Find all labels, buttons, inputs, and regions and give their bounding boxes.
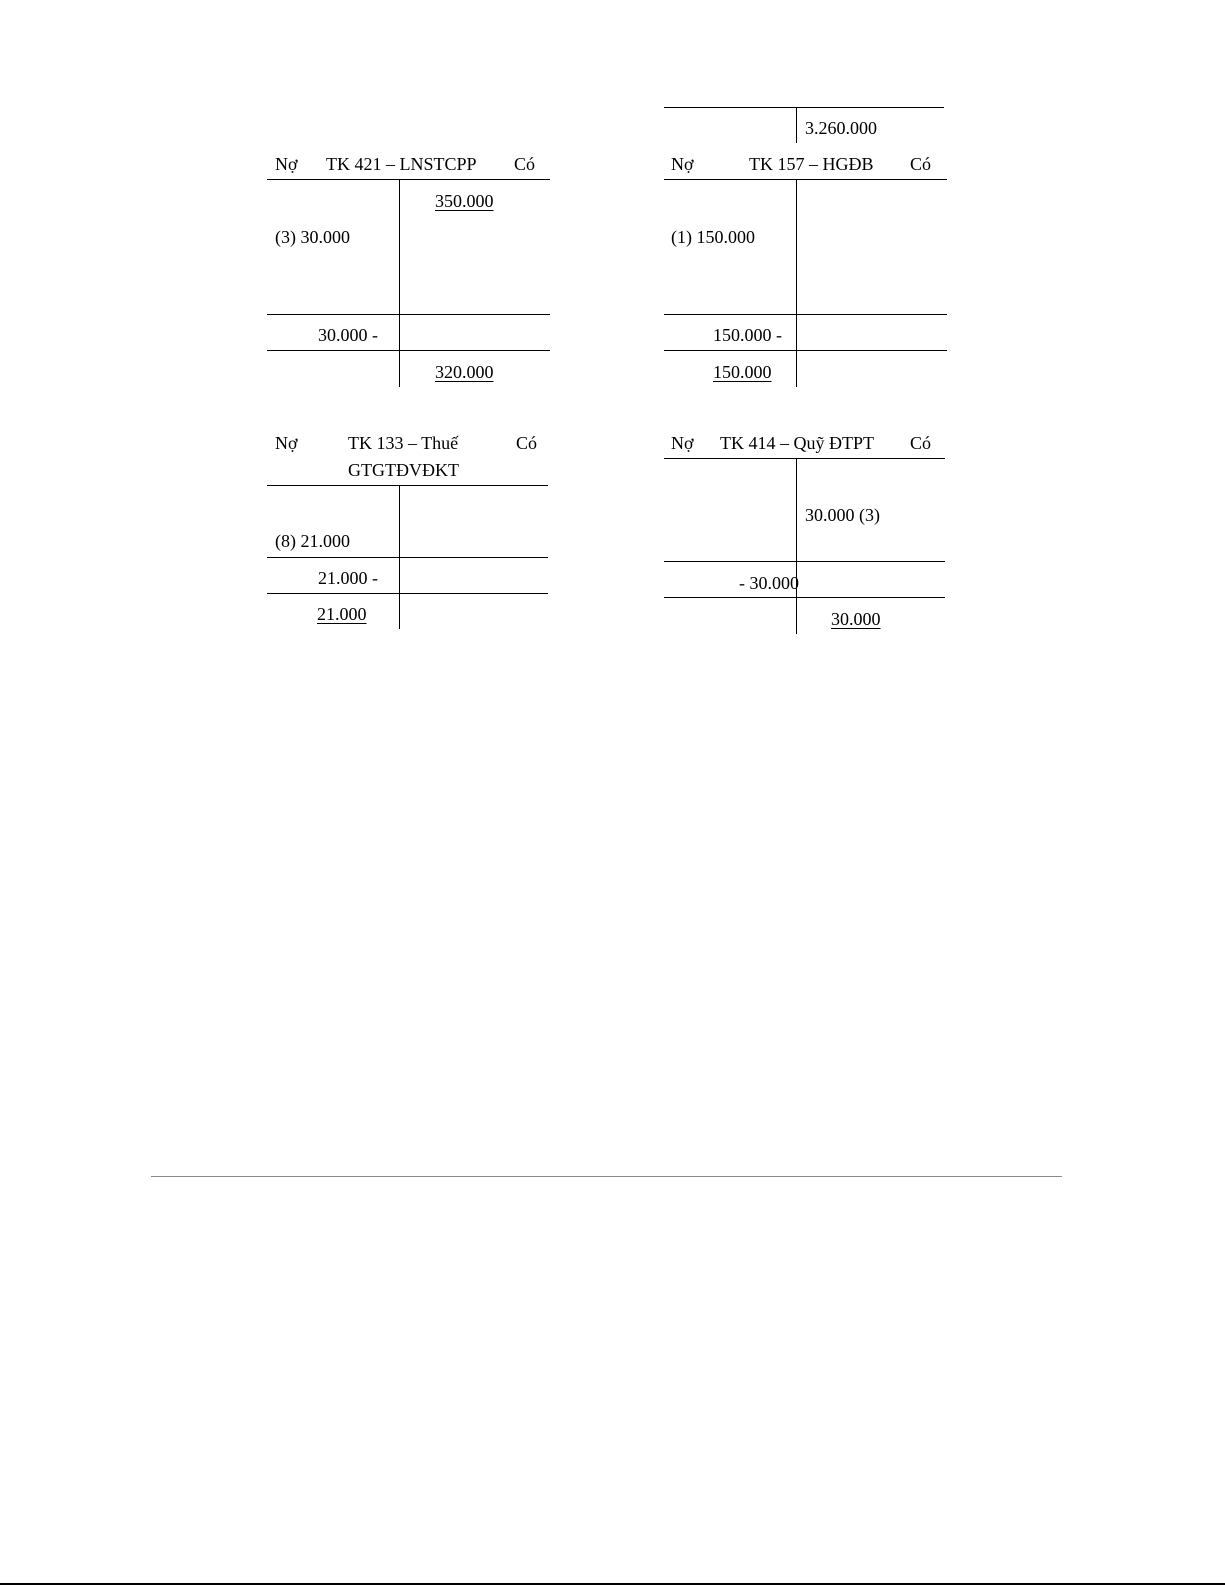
turnover-line [267, 314, 550, 315]
credit-label: Có [516, 433, 538, 453]
turnover-line [267, 557, 548, 558]
balance-line [664, 597, 945, 598]
center-divider [796, 458, 797, 634]
credit-label: Có [514, 154, 536, 174]
balance-line [267, 593, 548, 594]
turnover-line [664, 314, 947, 315]
debit-label: Nợ [275, 433, 298, 453]
closing-debit-balance: 150.000 [713, 362, 772, 382]
carry-over-divider [796, 107, 797, 143]
debit-turnover: 30.000 - [318, 325, 378, 345]
closing-credit-balance: 320.000 [435, 362, 494, 382]
header-line [664, 179, 947, 180]
header-line [267, 485, 548, 486]
page-separator [151, 1176, 1062, 1177]
closing-credit-balance: 30.000 [831, 609, 881, 629]
closing-debit-balance: 21.000 [317, 604, 367, 624]
account-title-line2: GTGTĐVĐKT [348, 460, 459, 480]
turnover-line [664, 561, 945, 562]
carry-over-top-line [664, 107, 944, 108]
credit-label: Có [910, 154, 932, 174]
account-title: TK 157 – HGĐB [749, 154, 874, 174]
debit-label: Nợ [275, 154, 298, 174]
account-title: TK 421 – LNSTCPP [326, 154, 477, 174]
debit-entry: (1) 150.000 [671, 227, 755, 247]
credit-label: Có [910, 433, 932, 453]
opening-credit-balance: 350.000 [435, 191, 494, 211]
header-line [267, 179, 550, 180]
account-title-line1: TK 133 – Thuế [348, 433, 459, 453]
debit-turnover: 21.000 - [318, 568, 378, 588]
balance-line [267, 350, 550, 351]
account-title: TK 414 – Quỹ ĐTPT [720, 433, 874, 453]
debit-label: Nợ [671, 433, 694, 453]
credit-turnover: - 30.000 [739, 573, 799, 593]
header-line [664, 458, 945, 459]
debit-label: Nợ [671, 154, 694, 174]
balance-line [664, 350, 947, 351]
center-divider [796, 179, 797, 387]
center-divider [399, 179, 400, 387]
debit-entry: (3) 30.000 [275, 227, 350, 247]
debit-turnover: 150.000 - [713, 325, 782, 345]
credit-entry: 30.000 (3) [805, 505, 880, 525]
debit-entry: (8) 21.000 [275, 531, 350, 551]
carry-over-credit-total: 3.260.000 [805, 118, 877, 138]
